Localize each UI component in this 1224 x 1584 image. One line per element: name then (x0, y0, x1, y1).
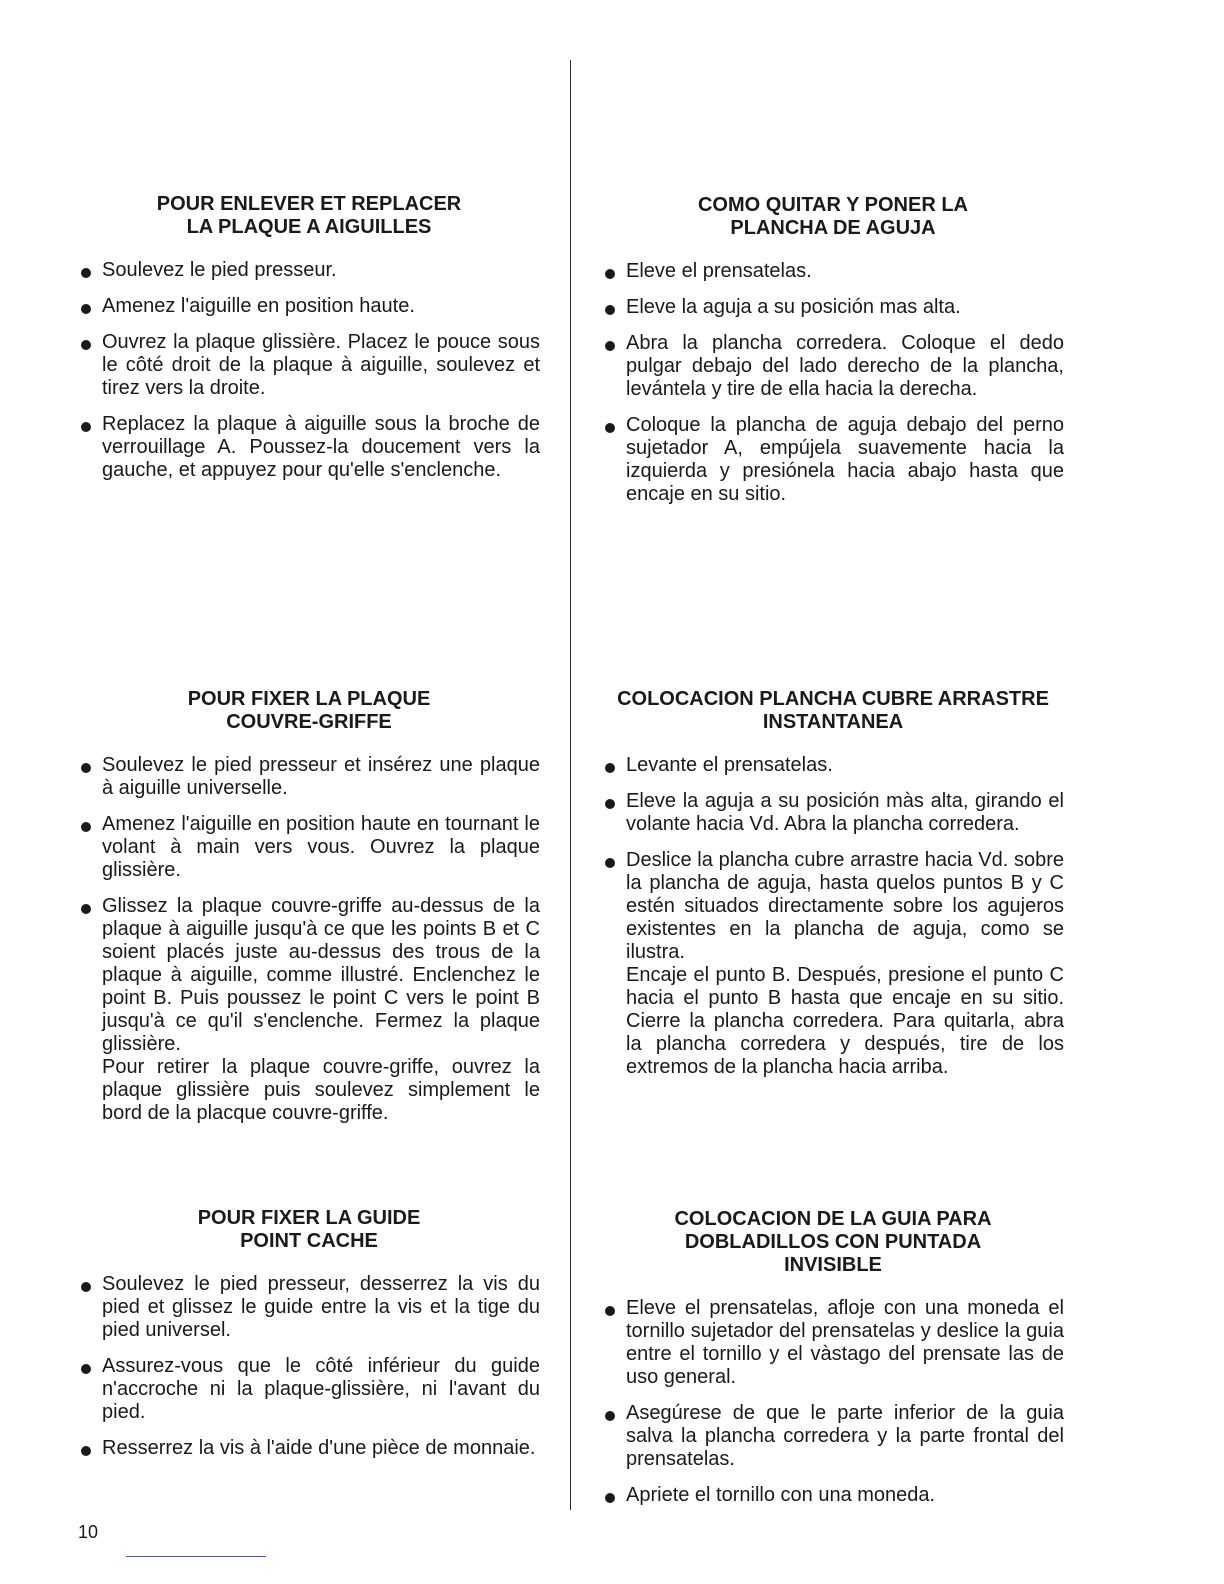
list-item: Ouvrez la plaque glissière. Placez le pouce sous le côté droit de la plaque à aiguille, soulevez et tirez vers la droite. (78, 331, 540, 400)
list-item: Soulevez le pied presseur, desserrez la vis du pied et glissez le guide entre la vis et la tige du pied universel. (78, 1273, 540, 1342)
section-feed-cover-plate-fr (78, 688, 540, 1138)
section-heading: POUR ENLEVER ET REPLACER LA PLAQUE A AIGUILLES (156, 193, 462, 238)
section-blind-hem-guide-es (602, 1208, 1064, 1520)
list-item: Replacez la plaque à aiguille sous la broche de verrouillage A. Poussez-la doucement vers la gauche, et appuyez pour qu'elle s'enclenche. (78, 413, 540, 482)
list-item: Levante el prensatelas. (602, 754, 1064, 777)
list-item: Eleve el prensatelas, afloje con una moneda el tornillo sujetador del prensatelas y deslice la guia entre el tornillo y el vàstago del prensate las de uso general. (602, 1297, 1064, 1389)
section-heading: COLOCACION PLANCHA CUBRE ARRASTRE INSTANTANEA (617, 688, 1049, 733)
list-item: Apriete el tornillo con una moneda. (602, 1484, 1064, 1507)
column-divider (570, 60, 571, 1510)
list-item: Deslice la plancha cubre arrastre hacia Vd. sobre la plancha de aguja, hasta quelos puntos B y C estén situados directamente sobre los agujeros existentes en la plancha de aguja, como se ilustra. Encaje el punto B. Después, presione el punto C hacia el punto B hasta que encaje en su sitio. Cierre la plancha corredera. Para quitarla, abra la plancha corredera y después, tire de los extremos de la plancha hacia arriba. (602, 849, 1064, 1079)
list-item: Coloque la plancha de aguja debajo del perno sujetador A, empújela suavemente hacia la izquierda y presiónela hacia abajo hasta que encaje en su sitio. (602, 414, 1064, 506)
list-item: Eleve la aguja a su posición mas alta. (602, 296, 1064, 319)
section-heading: COMO QUITAR Y PONER LA PLANCHA DE AGUJA (697, 194, 969, 239)
list-item: Amenez l'aiguille en position haute en tournant le volant à main vers vous. Ouvrez la plaque glissière. (78, 813, 540, 882)
list-item: Eleve el prensatelas. (602, 260, 1064, 283)
section-remove-needle-plate-fr (78, 193, 540, 495)
bullet-list (602, 260, 1064, 506)
bullet-list (78, 259, 540, 482)
bullet-list (602, 754, 1064, 1079)
section-heading: COLOCACION DE LA GUIA PARA DOBLADILLOS CON PUNTADA INVISIBLE (674, 1208, 992, 1276)
section-remove-needle-plate-es (602, 194, 1064, 519)
list-item: Soulevez le pied presseur. (78, 259, 540, 282)
list-item: Resserrez la vis à l'aide d'une pièce de monnaie. (78, 1437, 540, 1460)
bullet-list (78, 754, 540, 1125)
list-item: Amenez l'aiguille en position haute. (78, 295, 540, 318)
bullet-list (78, 1273, 540, 1460)
list-item: Asegúrese de que le parte inferior de la guia salva la plancha corredera y la parte frontal del prensatelas. (602, 1402, 1064, 1471)
list-item: Assurez-vous que le côté inférieur du guide n'accroche ni la plaque-glissière, ni l'avant du pied. (78, 1355, 540, 1424)
list-item: Glissez la plaque couvre-griffe au-dessus de la plaque à aiguille jusqu'à ce que les points B et C soient placés juste au-dessus des trous de la plaque à aiguille, comme illustré. Enclenchez le point B. Puis poussez le point C vers le point B jusqu'à ce qu'il s'enclenche. Fermez la plaque glissière. Pour retirer la plaque couvre-griffe, ouvrez la plaque glissière puis soulevez simplement le bord de la placque couvre-griffe. (78, 895, 540, 1125)
section-heading: POUR FIXER LA PLAQUE COUVRE-GRIFFE (187, 688, 431, 733)
section-heading: POUR FIXER LA GUIDE POINT CACHE (197, 1207, 421, 1252)
list-item: Soulevez le pied presseur et insérez une plaque à aiguille universelle. (78, 754, 540, 800)
bottom-rule (126, 1556, 266, 1557)
list-item: Abra la plancha corredera. Coloque el dedo pulgar debajo del lado derecho de la plancha, levántela y tire de ella hacia la derecha. (602, 332, 1064, 401)
page-number: 10 (78, 1522, 99, 1542)
section-feed-cover-plate-es (602, 688, 1064, 1092)
list-item: Eleve la aguja a su posición màs alta, girando el volante hacia Vd. Abra la plancha corredera. (602, 790, 1064, 836)
bullet-list (602, 1297, 1064, 1507)
section-blind-hem-guide-fr (78, 1207, 540, 1473)
